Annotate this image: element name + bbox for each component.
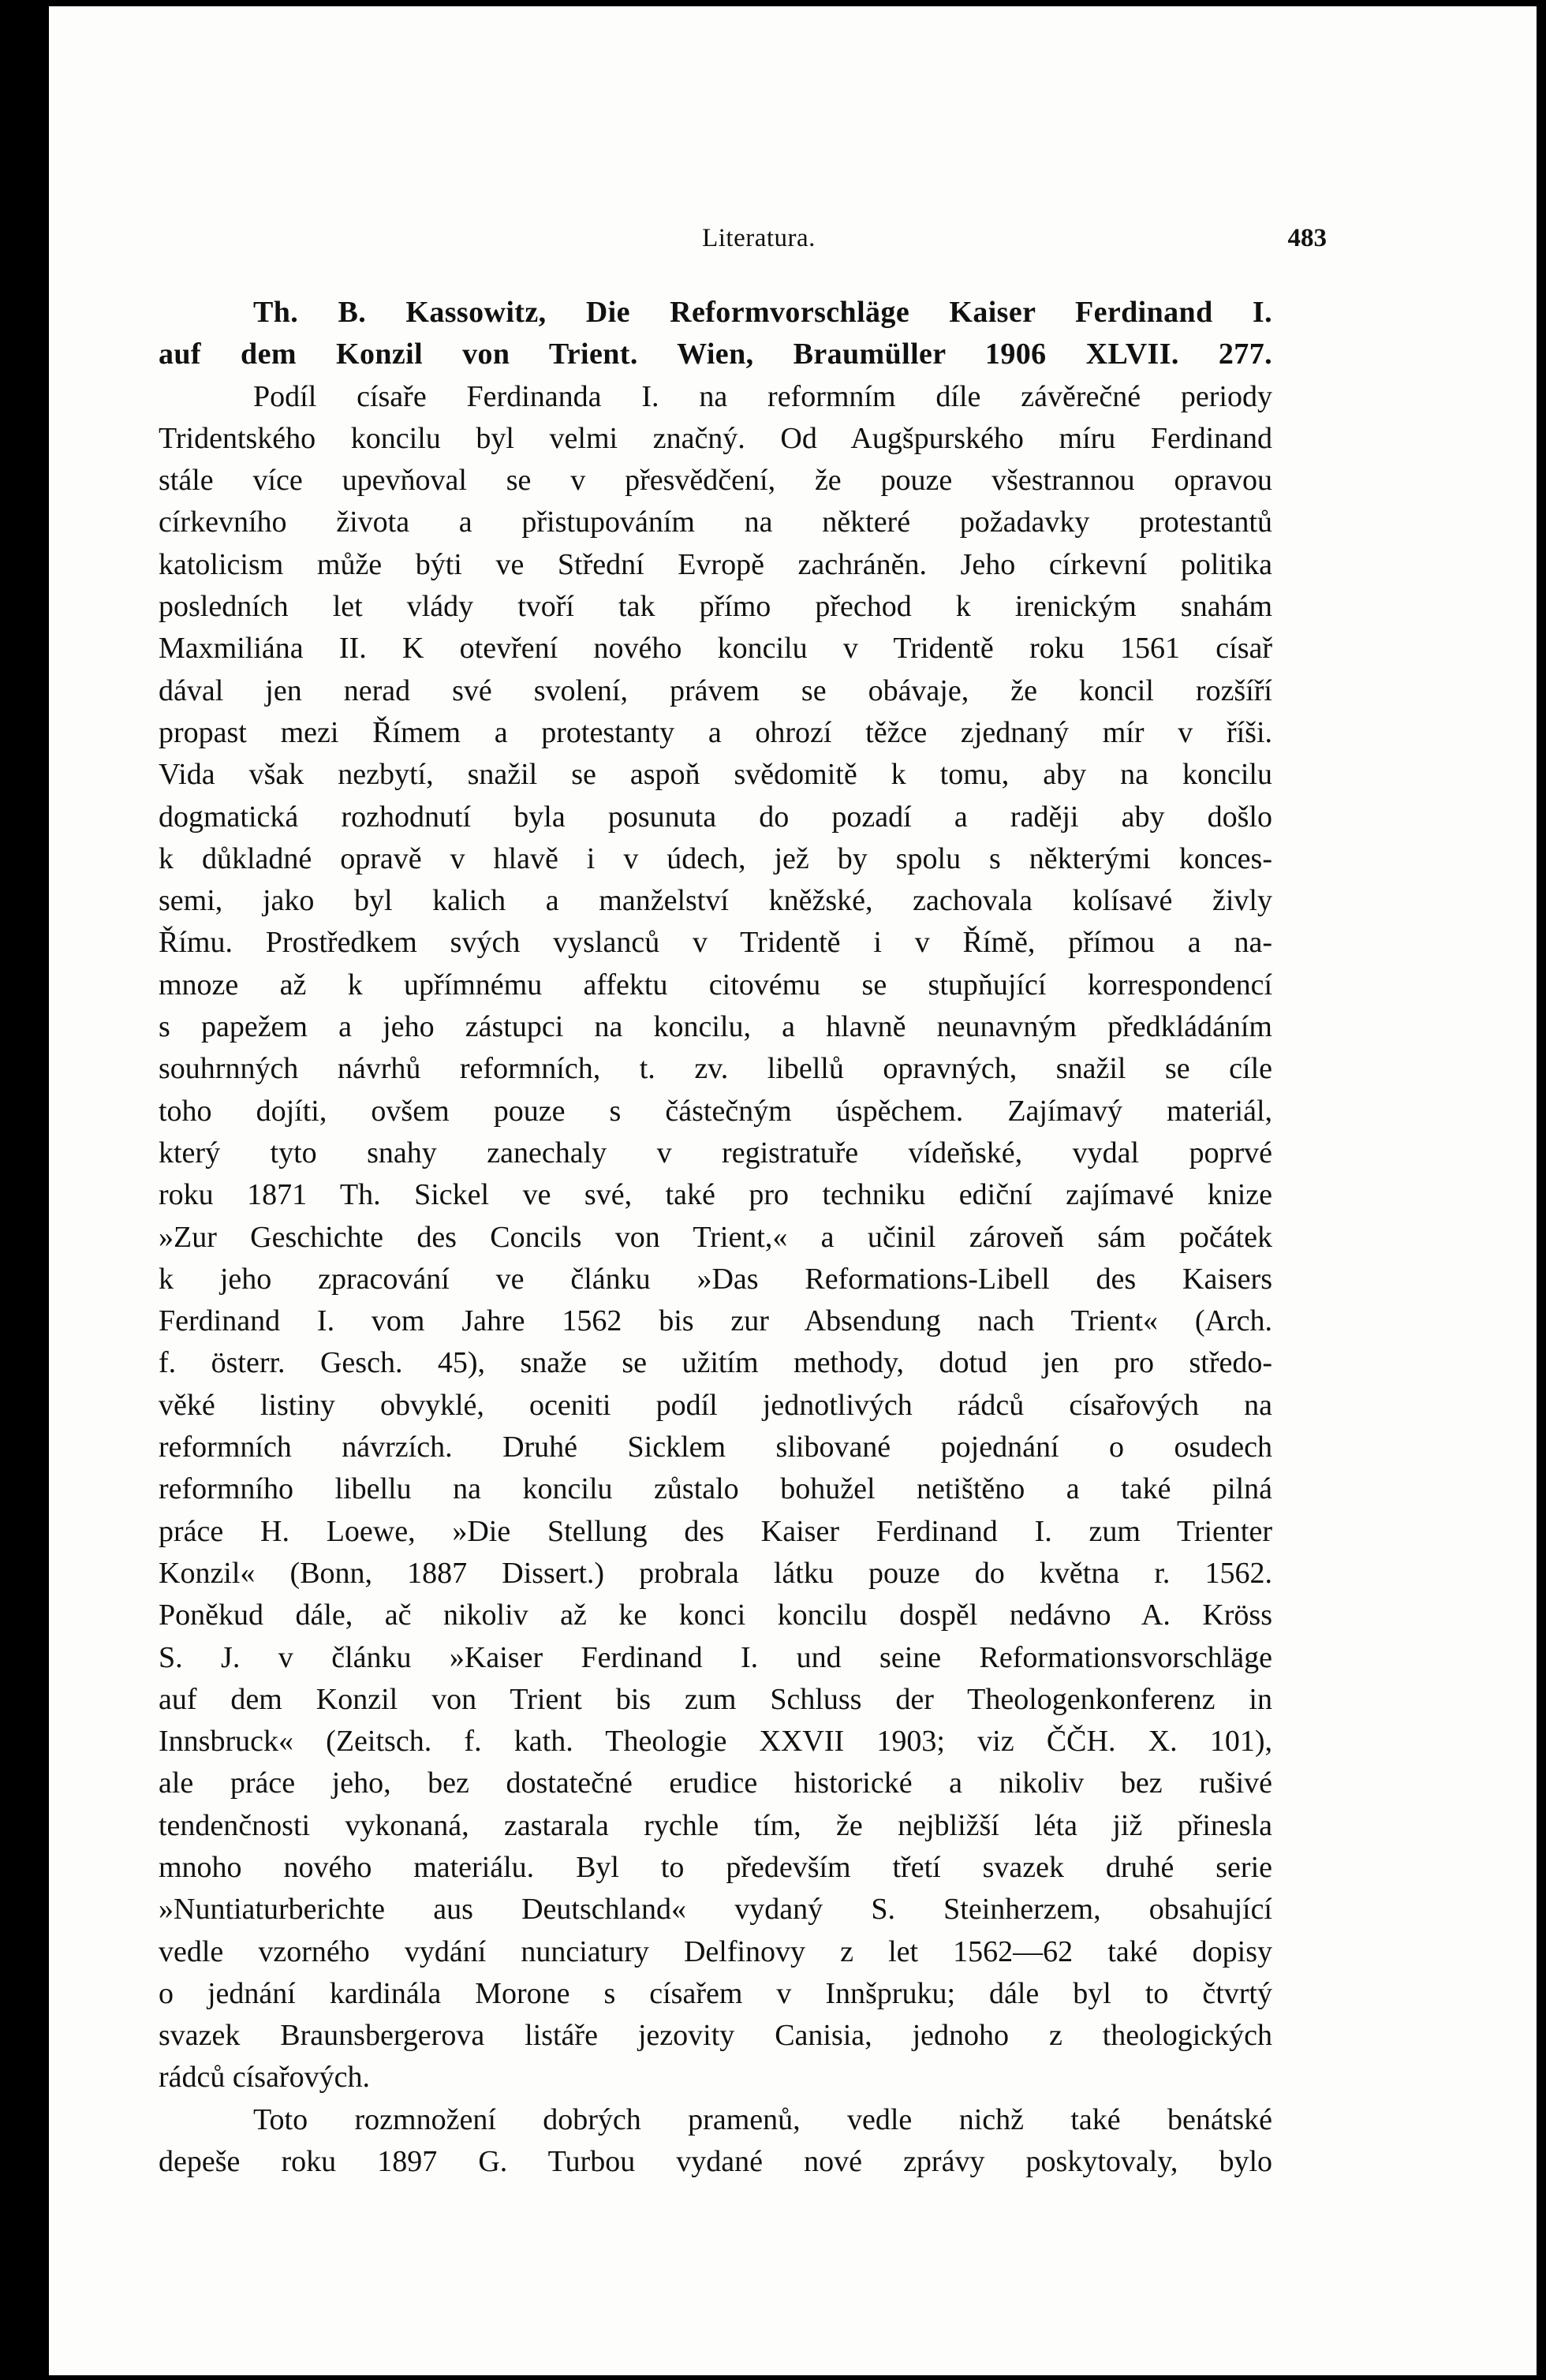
text-line: katolicism může býti ve Střední Evropě zachráněn. Jeho církevní politika [159,547,1272,581]
text-line: Ferdinand I. vom Jahre 1562 bis zur Absendung nach Trient« (Arch. [159,1304,1272,1338]
text-line: reformního libellu na koncilu zůstalo bohužel netištěno a také pilná [159,1472,1272,1506]
text-line: mnoho nového materiálu. Byl to především třetí svazek druhé serie [159,1850,1272,1884]
text-line: který tyto snahy zanechaly v registratuře vídeňské, vydal poprvé [159,1136,1272,1169]
text-line: »Nuntiaturberichte aus Deutschland« vydaný S. Steinherzem, obsahující [159,1893,1272,1927]
bibliographic-citation [159,292,1272,376]
text-line: Maxmiliána II. K otevření nového koncilu v Tridentě roku 1561 císař [159,632,1272,666]
text-line: církevního života a přistupováním na některé požadavky protestantů [159,505,1272,539]
text-line: depeše roku 1897 G. Turbou vydané nové zprávy poskytovaly, bylo [159,2145,1272,2179]
text-line: svazek Braunsbergerova listáře jezovity Canisia, jednoho z theologických [159,2019,1272,2053]
text-line: Římu. Prostředkem svých vyslanců v Tridentě i v Římě, přímou a na- [159,926,1272,960]
text-line: S. J. v článku »Kaiser Ferdinand I. und seine Reformationsvorschläge [159,1640,1272,1674]
review-text [159,292,1272,2183]
text-line: semi, jako byl kalich a manželství kněžské, zachovala kolísavé živly [159,884,1272,918]
text-line: dogmatická rozhodnutí byla posunuta do pozadí a raději aby došlo [159,800,1272,834]
text-line: rádců císařových. [159,2061,370,2095]
text-line: Poněkud dále, ač nikoliv až ke konci koncilu dospěl nedávno A. Kröss [159,1598,1272,1632]
page-number: 483 [1287,224,1327,252]
paragraph-2 [159,2099,1272,2184]
citation-line: auf dem Konzil von Trient. Wien, Braumüller 1906 XLVII. 277. [159,338,1272,371]
text-line: reformních návrzích. Druhé Sicklem slibované pojednání o osudech [159,1431,1272,1464]
text-line: Innsbruck« (Zeitsch. f. kath. Theologie XXVII 1903; viz ČČH. X. 101), [159,1725,1272,1759]
text-line: tendenčnosti vykonaná, zastarala rychle tím, že nejbližší léta již přinesla [159,1808,1272,1842]
text-line: roku 1871 Th. Sickel ve své, také pro techniku ediční zajímavé knize [159,1178,1272,1212]
text-line: Vida však nezbytí, snažil se aspoň svědomitě k tomu, aby na koncilu [159,758,1272,792]
text-line: auf dem Konzil von Trient bis zum Schluss der Theologenkonferenz in [159,1682,1272,1716]
text-line: o jednání kardinála Morone s císařem v Innšpruku; dále byl to čtvrtý [159,1976,1272,2010]
text-line: ale práce jeho, bez dostatečné erudice historické a nikoliv bez rušivé [159,1766,1272,1800]
paragraph-1 [159,376,1272,2099]
text-line: k důkladné opravě v hlavě i v údech, jež by spolu s některými konces- [159,841,1272,875]
text-line: Tridentského koncilu byl velmi značný. Od Augšpurského míru Ferdinand [159,421,1272,455]
text-line: f. österr. Gesch. 45), snaže se užitím methody, dotud jen pro středo- [159,1346,1272,1380]
scan-border-left [0,0,49,2380]
text-line: dával jen nerad své svolení, právem se obávaje, že koncil rozšíří [159,673,1272,707]
page-header [49,224,1537,263]
text-line: propast mezi Římem a protestanty a ohrozí těžce zjednaný mír v říši. [159,715,1272,749]
text-line: »Zur Geschichte des Concils von Trient,« a učinil zároveň sám počátek [159,1220,1272,1254]
text-line: Konzil« (Bonn, 1887 Dissert.) probrala látku pouze do května r. 1562. [159,1556,1272,1590]
citation-line: Th. B. Kassowitz, Die Reformvorschläge Kaiser Ferdinand I. [253,296,1272,329]
text-line: souhrnných návrhů reformních, t. zv. libellů opravných, snažil se cíle [159,1052,1272,1086]
text-line: s papežem a jeho zástupci na koncilu, a hlavně neunavným předkládáním [159,1010,1272,1044]
text-line: k jeho zpracování ve článku »Das Reformations-Libell des Kaisers [159,1262,1272,1296]
text-line: toho dojíti, ovšem pouze s částečným úspěchem. Zajímavý materiál, [159,1094,1272,1128]
text-line: mnoze až k upřímnému affektu citovému se stupňující korrespondencí [159,968,1272,1002]
running-title: Literatura. [702,224,816,252]
scan-border-right [1537,0,1546,2380]
text-line: stále více upevňoval se v přesvědčení, že pouze všestrannou opravou [159,464,1272,498]
text-line: vedle vzorného vydání nunciatury Delfinovy z let 1562—62 také dopisy [159,1934,1272,1968]
text-line: posledních let vlády tvoří tak přímo přechod k irenickým snahám [159,590,1272,624]
text-line: Toto rozmnožení dobrých pramenů, vedle nichž také benátské [253,2102,1272,2136]
text-line: věké listiny obvyklé, oceniti podíl jednotlivých rádců císařových na [159,1388,1272,1422]
text-line: práce H. Loewe, »Die Stellung des Kaiser Ferdinand I. zum Trienter [159,1514,1272,1548]
text-line: Podíl císaře Ferdinanda I. na reformním díle závěrečné periody [253,379,1272,413]
book-page [49,6,1537,2375]
